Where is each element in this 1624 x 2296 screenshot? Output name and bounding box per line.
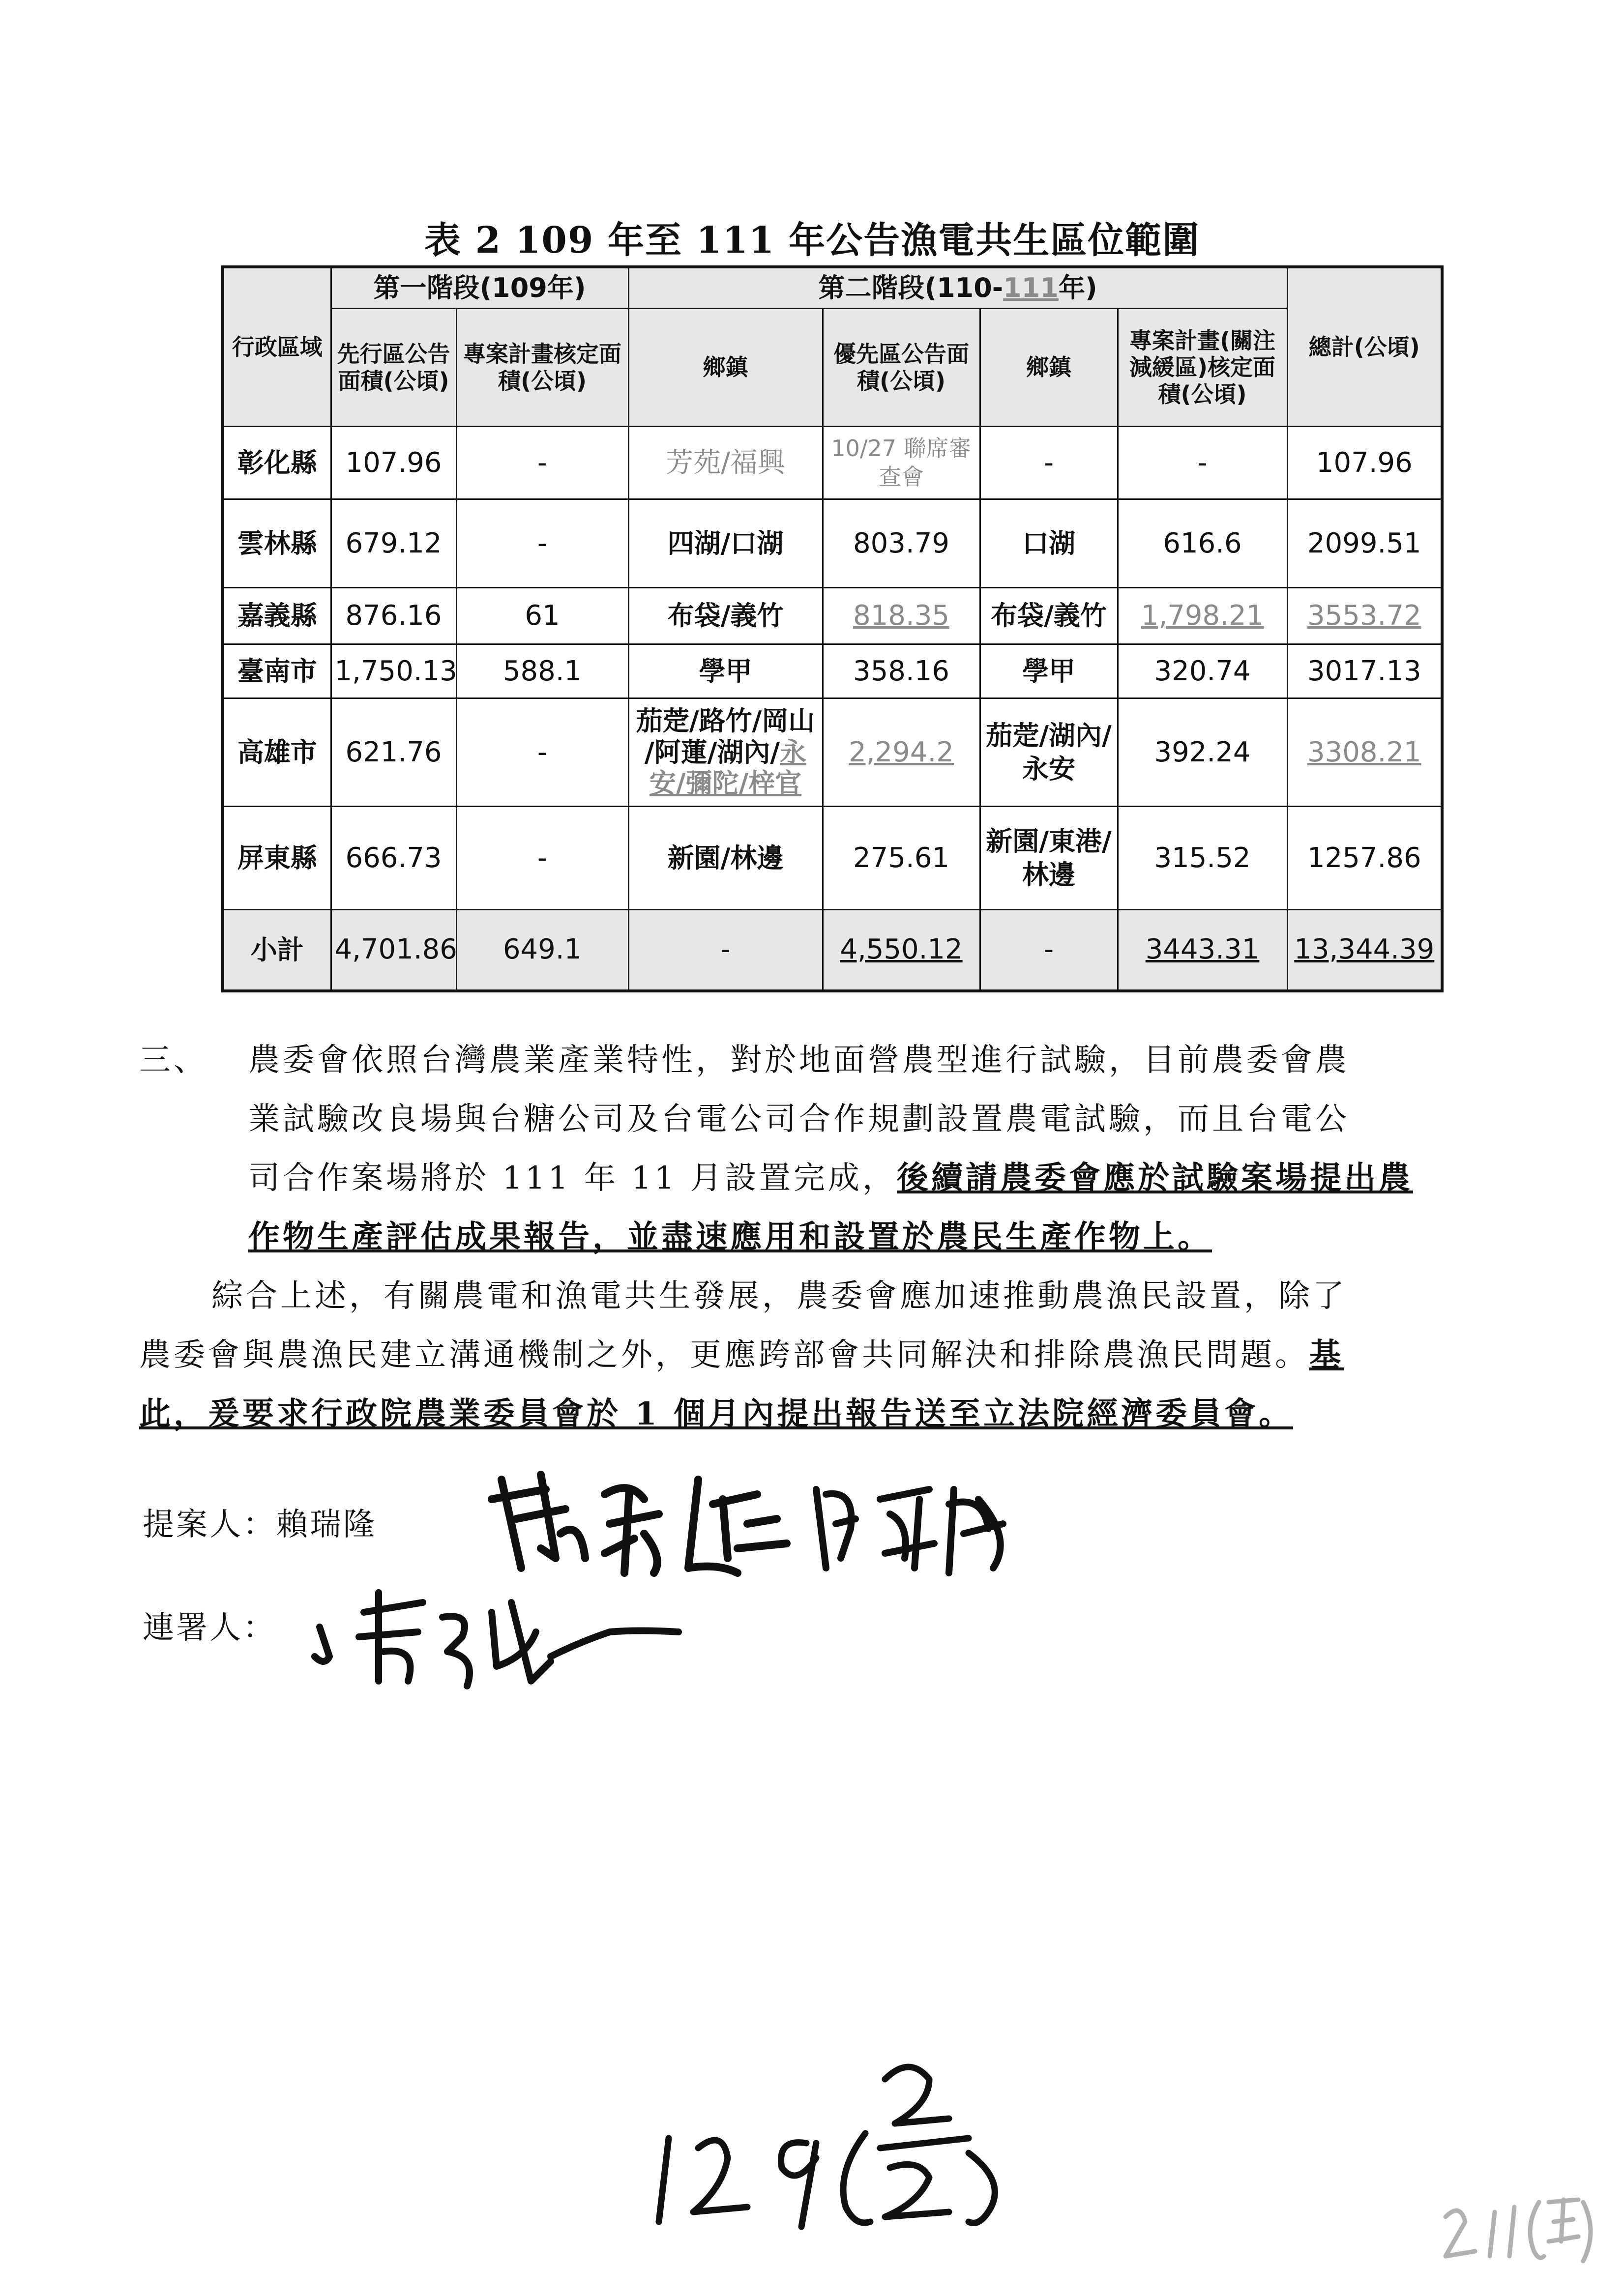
cell-total: 3553.72 — [1287, 588, 1442, 644]
cell-p2-priority: 818.35 — [823, 588, 980, 644]
cell-region: 屏東縣 — [223, 807, 331, 910]
cell-region: 臺南市 — [223, 644, 331, 698]
cell-p2-priority: 275.61 — [823, 807, 980, 910]
cell-p2-priority: 803.79 — [823, 499, 980, 588]
summary-line2: 農委會與農漁民建立溝通機制之外，更應跨部會共同解決和排除農漁民問題。基 — [139, 1337, 1344, 1373]
cell-p2-project: 1,798.21 — [1118, 588, 1287, 644]
cell-region: 雲林縣 — [223, 499, 331, 588]
cell-p2-priority: 358.16 — [823, 644, 980, 698]
cell-p2-towns-b: 茄萣/湖內/ 永安 — [980, 698, 1118, 807]
cell-p2-towns-b: 新園/東港/ 林邊 — [980, 807, 1118, 910]
proposer-label: 提案人：賴瑞隆 — [143, 1507, 377, 1543]
table-row — [223, 807, 1442, 910]
table-row — [223, 499, 1442, 588]
cell-p1-priority: 876.16 — [331, 588, 456, 644]
header-p2-town: 鄉鎮 — [628, 309, 823, 427]
cell-p2-priority: 4,550.12 — [823, 910, 980, 991]
proposer-signature — [482, 1460, 797, 1590]
cell-p1-priority: 1,750.13 — [331, 644, 456, 698]
cell-p1-priority: 679.12 — [331, 499, 456, 588]
cell-p1-project: - — [456, 698, 628, 807]
cell-p2-towns-b: - — [980, 910, 1118, 991]
cell-p1-priority: 621.76 — [331, 698, 456, 807]
header-region: 行政區域 — [223, 267, 331, 427]
table-title: 表 2 109 年至 111 年公告漁電共生區位範圍 — [424, 219, 1200, 262]
cell-p1-priority: 666.73 — [331, 807, 456, 910]
header-p2-project: 專案計畫(關注減緩區)核定面積(公頃) — [1118, 309, 1287, 427]
cell-p2-project: 392.24 — [1118, 698, 1287, 807]
cell-p2-priority: 10/27 聯席審查會 — [823, 427, 980, 499]
cell-total: 3308.21 — [1287, 698, 1442, 807]
cell-total: 3017.13 — [1287, 644, 1442, 698]
header-p1-project: 專案計畫核定面積(公頃) — [456, 309, 628, 427]
cell-p1-priority: 107.96 — [331, 427, 456, 499]
header-p2-priority: 優先區公告面積(公頃) — [823, 309, 980, 427]
cell-p2-towns-b: - — [980, 427, 1118, 499]
summary-line1: 綜合上述，有關農電和漁電共生發展，農委會應加速推動農漁民設置，除了 — [211, 1278, 1347, 1314]
section3-line2: 業試驗改良場與台糖公司及台電公司合作規劃設置農電試驗，而且台電公 — [248, 1101, 1350, 1137]
cell-p2-towns: 芳苑/福興 — [628, 427, 823, 499]
section3-number: 三、 — [139, 1042, 208, 1078]
header-stage1: 第一階段(109年) — [331, 267, 628, 309]
cosigner-signature-1 — [806, 1470, 1028, 1580]
cell-p1-priority: 4,701.86 — [331, 910, 456, 991]
cell-total: 13,344.39 — [1287, 910, 1442, 991]
cell-p2-towns: 學甲 — [628, 644, 823, 698]
cell-p2-project: 320.74 — [1118, 644, 1287, 698]
handwritten-page-number — [654, 2045, 1067, 2234]
cell-p2-towns: 茄萣/路竹/岡山 /阿蓮/湖內/永 安/彌陀/梓官 — [628, 698, 823, 807]
cosigner-signature-2 — [305, 1583, 688, 1698]
faint-page-stamp — [1436, 2173, 1598, 2268]
cell-p1-project: - — [456, 807, 628, 910]
cell-p2-project: 315.52 — [1118, 807, 1287, 910]
header-p1-priority: 先行區公告面積(公頃) — [331, 309, 456, 427]
cell-total: 107.96 — [1287, 427, 1442, 499]
cell-p2-project: - — [1118, 427, 1287, 499]
cell-p1-project: 588.1 — [456, 644, 628, 698]
section3-line1: 農委會依照台灣農業產業特性，對於地面營農型進行試驗，目前農委會農 — [248, 1042, 1350, 1078]
header-stage2: 第二階段(110-111年) — [628, 267, 1287, 309]
subtotal-row — [223, 910, 1442, 991]
cell-p2-towns: 四湖/口湖 — [628, 499, 823, 588]
cell-p2-towns-b: 布袋/義竹 — [980, 588, 1118, 644]
table-row — [223, 698, 1442, 807]
cell-region: 嘉義縣 — [223, 588, 331, 644]
cosigner-label: 連署人： — [143, 1610, 276, 1646]
summary-line3: 此，爰要求行政院農業委員會於 1 個月內提出報告送至立法院經濟委員會。 — [139, 1395, 1294, 1432]
table-row — [223, 427, 1442, 499]
cell-p2-project: 3443.31 — [1118, 910, 1287, 991]
cell-region: 彰化縣 — [223, 427, 331, 499]
fishery-solar-table — [221, 265, 1444, 992]
cell-total: 2099.51 — [1287, 499, 1442, 588]
cell-p2-project: 616.6 — [1118, 499, 1287, 588]
cell-p1-project: 61 — [456, 588, 628, 644]
cell-p1-project: 649.1 — [456, 910, 628, 991]
header-p2-town-b: 鄉鎮 — [980, 309, 1118, 427]
cell-p1-project: - — [456, 499, 628, 588]
section3-line4: 作物生產評估成果報告，並盡速應用和設置於農民生產作物上。 — [248, 1219, 1212, 1255]
cell-total: 1257.86 — [1287, 807, 1442, 910]
cell-p2-towns-b: 口湖 — [980, 499, 1118, 588]
table-row — [223, 588, 1442, 644]
cell-region: 高雄市 — [223, 698, 331, 807]
cell-subtotal-label: 小計 — [223, 910, 331, 991]
table-row — [223, 644, 1442, 698]
cell-p2-towns: 布袋/義竹 — [628, 588, 823, 644]
cell-p2-priority: 2,294.2 — [823, 698, 980, 807]
cell-p2-towns: - — [628, 910, 823, 991]
cell-p2-towns-b: 學甲 — [980, 644, 1118, 698]
cell-p1-project: - — [456, 427, 628, 499]
section3-line3: 司合作案場將於 111 年 11 月設置完成，後續請農委會應於試驗案場提出農 — [248, 1160, 1413, 1196]
cell-p2-towns: 新園/林邊 — [628, 807, 823, 910]
header-total: 總計(公頃) — [1287, 267, 1442, 427]
